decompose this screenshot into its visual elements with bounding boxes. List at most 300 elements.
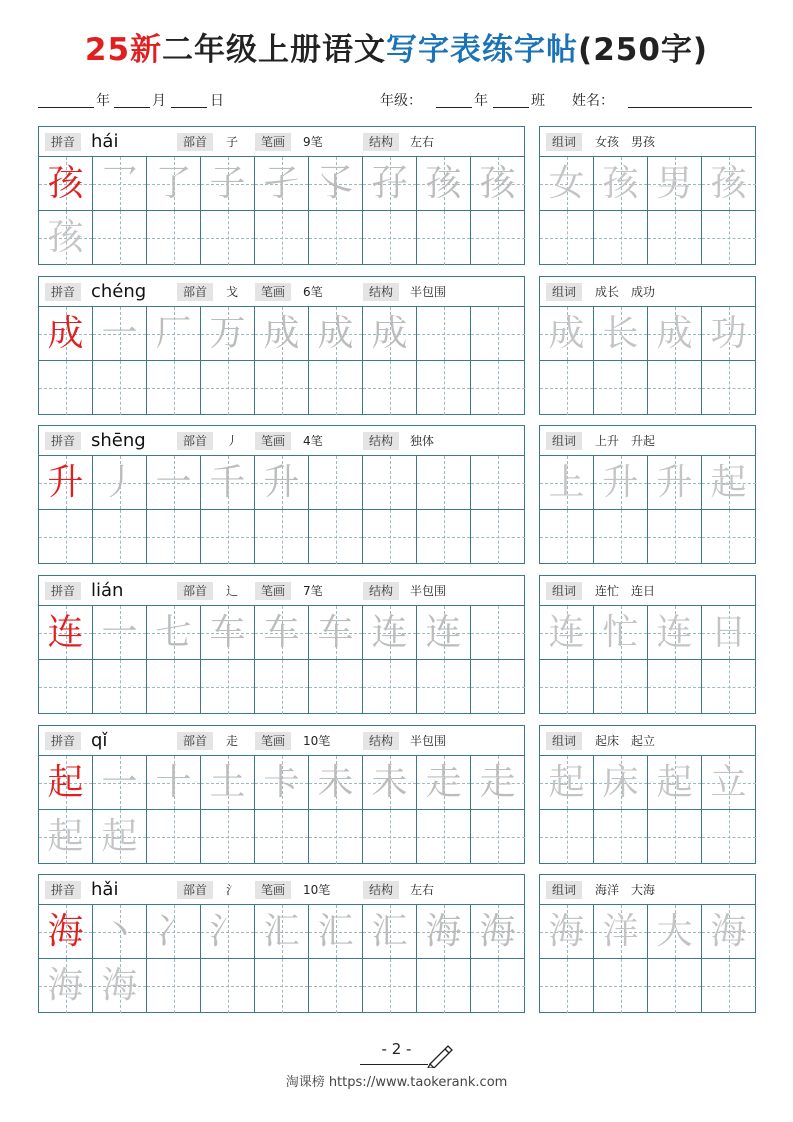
- grid-cell[interactable]: [417, 905, 471, 959]
- stroke-step-char: 丿: [101, 462, 138, 503]
- strokes-value: 10笔: [303, 734, 331, 748]
- stroke-step-char: 乛: [101, 163, 138, 204]
- grade-nian-label: 年: [474, 93, 488, 109]
- grid-cell[interactable]: [363, 756, 417, 810]
- grid-cell[interactable]: [201, 510, 255, 564]
- words-value: 上升 升起: [595, 434, 656, 448]
- grid-cell[interactable]: [648, 810, 702, 864]
- words-tag: 组词: [546, 133, 582, 151]
- pinyin-value: qǐ: [91, 730, 108, 751]
- pinyin-value: hái: [91, 131, 119, 152]
- grid-cell[interactable]: [39, 959, 93, 1013]
- grid-cell[interactable]: [702, 756, 756, 810]
- grid-cell[interactable]: [147, 361, 201, 415]
- words-tag: 组词: [546, 732, 582, 750]
- stroke-step-char: 成: [371, 313, 408, 354]
- grid-cell[interactable]: [201, 361, 255, 415]
- grid-cell[interactable]: [417, 211, 471, 265]
- grid-cell[interactable]: [471, 606, 525, 660]
- word-trace-char: 床: [602, 762, 639, 803]
- word-trace-char: 海: [548, 911, 585, 952]
- grid-cell[interactable]: [702, 810, 756, 864]
- grid-cell[interactable]: [255, 810, 309, 864]
- grid-cell[interactable]: [594, 810, 648, 864]
- word-trace-char: 升: [656, 462, 693, 503]
- grid-cell[interactable]: [201, 606, 255, 660]
- word-trace-char: 连: [656, 612, 693, 653]
- grid-cell[interactable]: [648, 606, 702, 660]
- grid-cell[interactable]: [594, 307, 648, 361]
- stroke-step-char: 千: [209, 462, 246, 503]
- grid-cell[interactable]: [255, 211, 309, 265]
- grid-cell[interactable]: [309, 157, 363, 211]
- grid-cell[interactable]: [471, 959, 525, 1013]
- grid-cell[interactable]: [648, 211, 702, 265]
- grid-cell[interactable]: [594, 756, 648, 810]
- grid-cell[interactable]: [471, 307, 525, 361]
- grid-cell[interactable]: [471, 660, 525, 714]
- trace-char: 起: [47, 816, 84, 857]
- grid-cell[interactable]: [147, 959, 201, 1013]
- grid-cell[interactable]: [255, 510, 309, 564]
- grid-cell[interactable]: [417, 756, 471, 810]
- grid-cell[interactable]: [471, 810, 525, 864]
- grid-cell[interactable]: [255, 660, 309, 714]
- word-trace-char: 长: [602, 313, 639, 354]
- structure-tag: 结构: [363, 582, 399, 600]
- trace-char: 海: [101, 965, 138, 1006]
- radical-tag: 部首: [177, 283, 213, 301]
- grid-cell[interactable]: [255, 157, 309, 211]
- char-practice-block: [38, 575, 525, 714]
- grid-cell[interactable]: [39, 361, 93, 415]
- words-tag: 组词: [546, 283, 582, 301]
- grid-cell[interactable]: [648, 959, 702, 1013]
- grid-cell[interactable]: [540, 361, 594, 415]
- char-header: [39, 127, 524, 157]
- grid-cell[interactable]: [471, 361, 525, 415]
- stroke-step-char: 子: [209, 163, 246, 204]
- grid-cell[interactable]: [702, 660, 756, 714]
- grid-cell[interactable]: [201, 157, 255, 211]
- trace-char: 孩: [47, 217, 84, 258]
- grid-cell[interactable]: [648, 456, 702, 510]
- grid-cell[interactable]: [309, 959, 363, 1013]
- grid-cell[interactable]: [309, 606, 363, 660]
- strokes-value: 6笔: [303, 285, 323, 299]
- grid-cell[interactable]: [255, 756, 309, 810]
- grid-cell[interactable]: [363, 361, 417, 415]
- grid-cell[interactable]: [363, 157, 417, 211]
- grid-cell[interactable]: [201, 211, 255, 265]
- pinyin-tag: 拼音: [45, 732, 81, 750]
- strokes-value: 10笔: [303, 883, 331, 897]
- grid-cell[interactable]: [417, 606, 471, 660]
- word-header: [540, 277, 755, 307]
- stroke-step-char: 升: [263, 462, 300, 503]
- grid-cell[interactable]: [39, 606, 93, 660]
- word-practice-block: [539, 126, 756, 265]
- stroke-step-char: 走: [425, 762, 462, 803]
- grid-cell[interactable]: [147, 756, 201, 810]
- grid-cell[interactable]: [39, 510, 93, 564]
- word-trace-char: 成: [548, 313, 585, 354]
- stroke-step-char: 成: [317, 313, 354, 354]
- grid-cell[interactable]: [540, 157, 594, 211]
- stroke-step-char: 氵: [209, 911, 246, 952]
- grid-cell[interactable]: [594, 905, 648, 959]
- grid-cell[interactable]: [201, 756, 255, 810]
- char-practice-block: [38, 276, 525, 415]
- grid-cell[interactable]: [255, 361, 309, 415]
- strokes-value: 7笔: [303, 584, 323, 598]
- words-tag: 组词: [546, 432, 582, 450]
- grid-cell[interactable]: [309, 756, 363, 810]
- pinyin-tag: 拼音: [45, 582, 81, 600]
- grid-cell[interactable]: [363, 959, 417, 1013]
- grid-cell[interactable]: [201, 307, 255, 361]
- word-trace-char: 洋: [602, 911, 639, 952]
- name-blank[interactable]: [628, 94, 752, 108]
- word-practice-block: [539, 874, 756, 1013]
- grid-cell[interactable]: [93, 510, 147, 564]
- char-practice-block: [38, 425, 525, 564]
- model-char: 升: [47, 462, 84, 503]
- words-tag: 组词: [546, 582, 582, 600]
- stroke-step-char: 车: [209, 612, 246, 653]
- grid-cell[interactable]: [702, 510, 756, 564]
- word-trace-char: 忙: [602, 612, 639, 653]
- grid-cell[interactable]: [93, 361, 147, 415]
- structure-value: 半包围: [410, 584, 447, 598]
- grid-cell[interactable]: [471, 157, 525, 211]
- grid-cell[interactable]: [417, 510, 471, 564]
- grid-cell[interactable]: [93, 456, 147, 510]
- grid-cell[interactable]: [648, 307, 702, 361]
- char-header: [39, 726, 524, 756]
- grid-cell[interactable]: [594, 606, 648, 660]
- stroke-step-char: 万: [209, 313, 246, 354]
- stroke-step-char: 走: [479, 762, 516, 803]
- word-trace-char: 连: [548, 612, 585, 653]
- grid-cell[interactable]: [147, 660, 201, 714]
- grid-cell[interactable]: [39, 157, 93, 211]
- grid-cell[interactable]: [93, 756, 147, 810]
- stroke-step-char: 车: [317, 612, 354, 653]
- grid-cell[interactable]: [648, 660, 702, 714]
- word-header: [540, 726, 755, 756]
- stroke-step-char: 未: [371, 762, 408, 803]
- grid-cell[interactable]: [255, 905, 309, 959]
- grid-cell[interactable]: [147, 905, 201, 959]
- class-blank[interactable]: [493, 94, 529, 108]
- grid-cell[interactable]: [309, 810, 363, 864]
- year-label: 年: [96, 93, 110, 109]
- title-part-3: 写字表练字帖: [386, 32, 579, 68]
- grid-cell[interactable]: [702, 361, 756, 415]
- model-char: 连: [47, 612, 84, 653]
- grid-cell[interactable]: [147, 211, 201, 265]
- words-value: 连忙 连日: [595, 584, 656, 598]
- radical-value: 辶: [226, 584, 239, 598]
- word-practice-block: [539, 725, 756, 864]
- grid-cell[interactable]: [417, 959, 471, 1013]
- grid-cell[interactable]: [471, 456, 525, 510]
- pinyin-value: shēng: [91, 430, 146, 451]
- grid-cell[interactable]: [309, 510, 363, 564]
- grid-cell[interactable]: [147, 157, 201, 211]
- word-practice-block: [539, 276, 756, 415]
- word-header: [540, 127, 755, 157]
- year-blank[interactable]: [38, 94, 94, 108]
- pinyin-tag: 拼音: [45, 133, 81, 151]
- grid-cell[interactable]: [255, 456, 309, 510]
- stroke-step-char: 连: [371, 612, 408, 653]
- grid-cell[interactable]: [363, 660, 417, 714]
- grid-cell[interactable]: [93, 660, 147, 714]
- radical-tag: 部首: [177, 133, 213, 151]
- word-trace-char: 孩: [602, 163, 639, 204]
- grid-cell[interactable]: [39, 756, 93, 810]
- grid-cell[interactable]: [201, 810, 255, 864]
- stroke-step-char: 一: [155, 462, 192, 503]
- pinyin-value: lián: [91, 580, 124, 601]
- grid-cell[interactable]: [540, 510, 594, 564]
- grid-cell[interactable]: [363, 810, 417, 864]
- page-title: [0, 30, 793, 70]
- pinyin-value: chéng: [91, 281, 147, 302]
- stroke-step-char: 成: [263, 313, 300, 354]
- grid-cell[interactable]: [93, 810, 147, 864]
- stroke-step-char: 车: [263, 612, 300, 653]
- words-value: 海洋 大海: [595, 883, 656, 897]
- grid-cell[interactable]: [363, 606, 417, 660]
- grid-cell[interactable]: [417, 307, 471, 361]
- grid-cell[interactable]: [147, 810, 201, 864]
- word-trace-char: 升: [602, 462, 639, 503]
- grid-cell[interactable]: [93, 959, 147, 1013]
- stroke-step-char: 孓: [317, 163, 354, 204]
- stroke-step-char: 土: [209, 762, 246, 803]
- grid-cell[interactable]: [93, 211, 147, 265]
- grid-cell[interactable]: [594, 211, 648, 265]
- strokes-tag: 笔画: [255, 582, 291, 600]
- word-trace-char: 海: [710, 911, 747, 952]
- grid-cell[interactable]: [540, 810, 594, 864]
- word-trace-char: 孩: [710, 163, 747, 204]
- structure-tag: 结构: [363, 881, 399, 899]
- grid-cell[interactable]: [648, 361, 702, 415]
- grid-cell[interactable]: [702, 307, 756, 361]
- grade-blank[interactable]: [436, 94, 472, 108]
- grid-cell[interactable]: [540, 307, 594, 361]
- word-practice-block: [539, 425, 756, 564]
- stroke-step-char: 孖: [371, 163, 408, 204]
- grid-cell[interactable]: [93, 157, 147, 211]
- strokes-tag: 笔画: [255, 432, 291, 450]
- grid-cell[interactable]: [471, 510, 525, 564]
- grid-cell[interactable]: [201, 456, 255, 510]
- word-trace-char: 上: [548, 462, 585, 503]
- grid-cell[interactable]: [147, 456, 201, 510]
- grid-cell[interactable]: [471, 211, 525, 265]
- radical-value: 走: [226, 734, 239, 748]
- grid-cell[interactable]: [201, 660, 255, 714]
- structure-tag: 结构: [363, 283, 399, 301]
- stroke-step-char: 汇: [371, 911, 408, 952]
- grid-cell[interactable]: [93, 307, 147, 361]
- grid-cell[interactable]: [540, 660, 594, 714]
- radical-value: 戈: [226, 285, 239, 299]
- structure-tag: 结构: [363, 732, 399, 750]
- grid-cell[interactable]: [147, 307, 201, 361]
- grid-cell[interactable]: [363, 307, 417, 361]
- model-char: 海: [47, 911, 84, 952]
- stroke-step-char: 冫: [155, 911, 192, 952]
- pinyin-tag: 拼音: [45, 283, 81, 301]
- grid-cell[interactable]: [540, 905, 594, 959]
- radical-tag: 部首: [177, 732, 213, 750]
- grid-cell[interactable]: [309, 361, 363, 415]
- strokes-tag: 笔画: [255, 732, 291, 750]
- grid-cell[interactable]: [648, 756, 702, 810]
- stroke-step-char: 孩: [425, 163, 462, 204]
- grid-cell[interactable]: [594, 510, 648, 564]
- grid-cell[interactable]: [648, 510, 702, 564]
- grid-cell[interactable]: [201, 905, 255, 959]
- char-practice-block: [38, 126, 525, 265]
- radical-tag: 部首: [177, 881, 213, 899]
- grid-cell[interactable]: [417, 660, 471, 714]
- grid-cell[interactable]: [255, 606, 309, 660]
- grid-cell[interactable]: [648, 157, 702, 211]
- grid-cell[interactable]: [471, 756, 525, 810]
- grid-cell[interactable]: [648, 905, 702, 959]
- stroke-step-char: 了: [155, 163, 192, 204]
- grid-cell[interactable]: [147, 606, 201, 660]
- grid-cell[interactable]: [93, 905, 147, 959]
- grid-cell[interactable]: [39, 456, 93, 510]
- grid-cell[interactable]: [255, 959, 309, 1013]
- stroke-step-char: 十: [155, 762, 192, 803]
- word-trace-char: 大: [656, 911, 693, 952]
- grid-cell[interactable]: [540, 606, 594, 660]
- day-blank[interactable]: [171, 94, 207, 108]
- word-trace-char: 男: [656, 163, 693, 204]
- stroke-step-char: 汇: [317, 911, 354, 952]
- grid-cell[interactable]: [363, 510, 417, 564]
- grid-cell[interactable]: [540, 211, 594, 265]
- structure-tag: 结构: [363, 432, 399, 450]
- grid-cell[interactable]: [594, 157, 648, 211]
- grid-cell[interactable]: [363, 211, 417, 265]
- grid-cell[interactable]: [309, 211, 363, 265]
- strokes-value: 4笔: [303, 434, 323, 448]
- class-label: 班: [531, 93, 545, 109]
- stroke-step-char: 七: [155, 612, 192, 653]
- info-line: [0, 90, 793, 112]
- grid-cell[interactable]: [471, 905, 525, 959]
- grid-cell[interactable]: [594, 660, 648, 714]
- pen-icon: [426, 1042, 456, 1068]
- trace-char: 起: [101, 816, 138, 857]
- title-part-2: 二年级上册语文: [162, 32, 387, 68]
- grid-cell[interactable]: [417, 810, 471, 864]
- model-char: 孩: [47, 163, 84, 204]
- grid-cell[interactable]: [147, 510, 201, 564]
- grade-label: 年级：: [380, 93, 422, 109]
- grid-cell[interactable]: [702, 606, 756, 660]
- title-part-1: 25新: [84, 32, 163, 68]
- stroke-step-char: 海: [479, 911, 516, 952]
- words-value: 成长 成功: [595, 285, 656, 299]
- words-value: 起床 起立: [595, 734, 656, 748]
- grid-cell[interactable]: [417, 361, 471, 415]
- structure-tag: 结构: [363, 133, 399, 151]
- month-blank[interactable]: [114, 94, 150, 108]
- structure-value: 左右: [410, 135, 435, 149]
- stroke-step-char: 一: [101, 612, 138, 653]
- stroke-step-char: 汇: [263, 911, 300, 952]
- grid-cell[interactable]: [702, 456, 756, 510]
- grid-cell[interactable]: [93, 606, 147, 660]
- grid-cell[interactable]: [540, 959, 594, 1013]
- word-trace-char: 起: [548, 762, 585, 803]
- grid-cell[interactable]: [39, 810, 93, 864]
- grid-cell[interactable]: [39, 307, 93, 361]
- grid-cell[interactable]: [594, 456, 648, 510]
- grid-cell[interactable]: [594, 361, 648, 415]
- grid-cell[interactable]: [702, 211, 756, 265]
- grid-cell[interactable]: [255, 307, 309, 361]
- stroke-step-char: 海: [425, 911, 462, 952]
- grid-cell[interactable]: [39, 660, 93, 714]
- word-trace-char: 日: [710, 612, 747, 653]
- structure-value: 半包围: [410, 285, 447, 299]
- grid-cell[interactable]: [702, 157, 756, 211]
- grid-cell[interactable]: [309, 456, 363, 510]
- grid-cell[interactable]: [417, 456, 471, 510]
- words-value: 女孩 男孩: [595, 135, 656, 149]
- grid-cell[interactable]: [417, 157, 471, 211]
- word-trace-char: 起: [656, 762, 693, 803]
- stroke-step-char: 孑: [263, 163, 300, 204]
- page-number: - 2 -: [381, 1040, 412, 1058]
- strokes-tag: 笔画: [255, 133, 291, 151]
- grid-cell[interactable]: [309, 660, 363, 714]
- stroke-step-char: 连: [425, 612, 462, 653]
- grid-cell[interactable]: [309, 307, 363, 361]
- footer-underline: [360, 1064, 428, 1065]
- char-header: [39, 576, 524, 606]
- grid-cell[interactable]: [702, 959, 756, 1013]
- grid-cell[interactable]: [309, 905, 363, 959]
- radical-tag: 部首: [177, 432, 213, 450]
- grid-cell[interactable]: [39, 905, 93, 959]
- radical-tag: 部首: [177, 582, 213, 600]
- month-label: 月: [152, 93, 166, 109]
- grid-cell[interactable]: [363, 456, 417, 510]
- grid-cell[interactable]: [702, 905, 756, 959]
- grid-cell[interactable]: [363, 905, 417, 959]
- grid-cell[interactable]: [201, 959, 255, 1013]
- grid-cell[interactable]: [39, 211, 93, 265]
- grid-cell[interactable]: [594, 959, 648, 1013]
- grid-cell[interactable]: [540, 756, 594, 810]
- stroke-step-char: 孩: [479, 163, 516, 204]
- name-label: 姓名：: [572, 93, 614, 109]
- grid-cell[interactable]: [540, 456, 594, 510]
